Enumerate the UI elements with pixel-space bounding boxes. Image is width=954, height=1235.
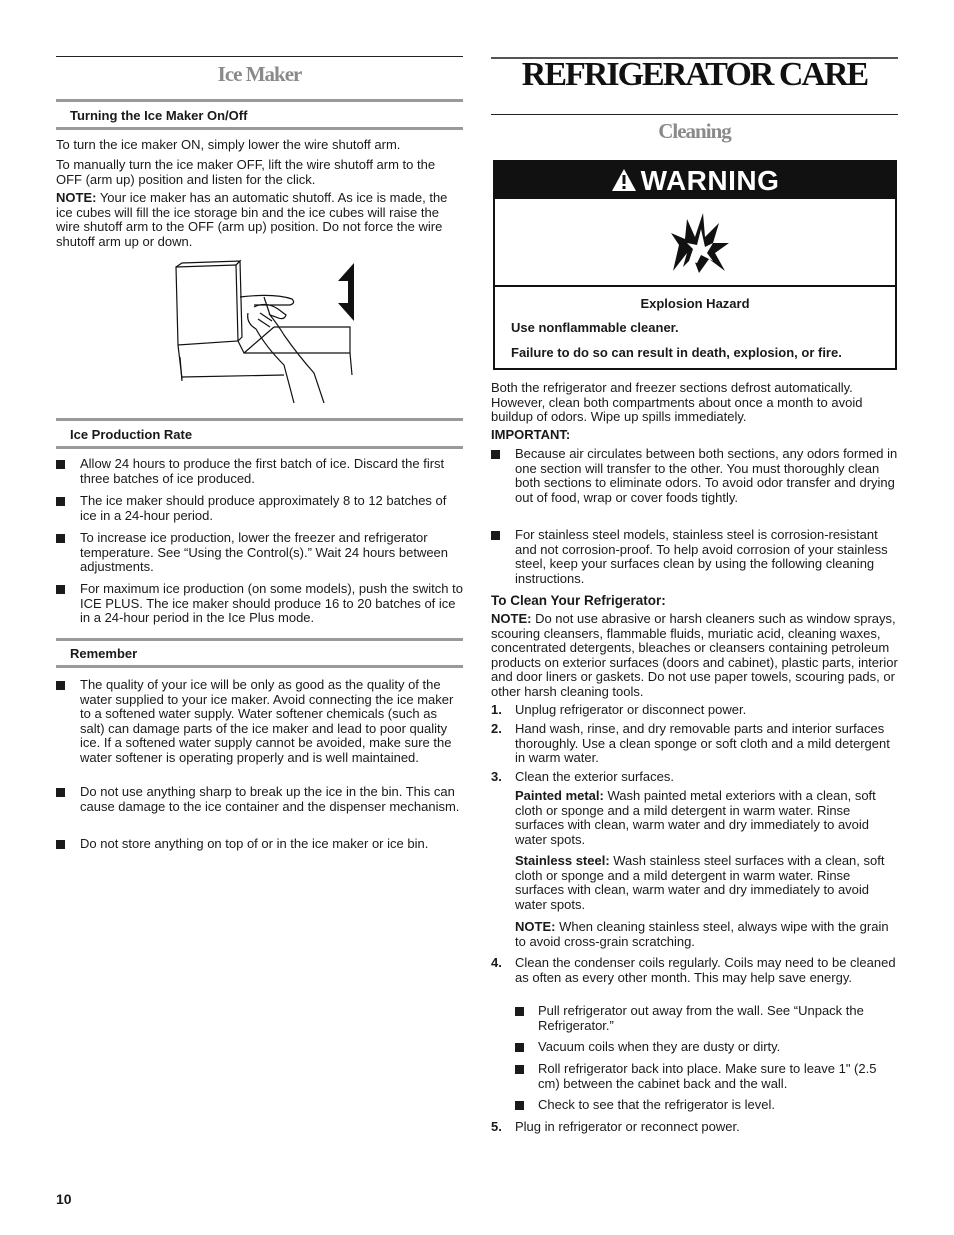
step-item: 1. Unplug refrigerator or disconnect power. xyxy=(491,702,747,717)
note-paragraph xyxy=(56,191,463,249)
painted-metal-paragraph: Painted metal: Wash painted metal exteriors with a clean, soft cloth or sponge and a mild detergent in warm water. Rinse surfaces with clean, warm water and dry immediately to avoid water spots. xyxy=(515,788,876,847)
note-label: NOTE: xyxy=(491,611,532,626)
stainless-steel-paragraph: Stainless steel: Wash stainless steel surfaces with a clean, soft cloth or sponge and a mild detergent in warm water. Rinse surfaces with clean, warm water and dry immediately to avoid water spots. xyxy=(515,853,885,912)
clean-heading: To Clean Your Refrigerator: xyxy=(491,593,666,608)
bullet-square-icon xyxy=(56,788,65,797)
ice-maker-illustration xyxy=(174,257,354,405)
list-item: Do not store anything on top of or in the ice maker or ice bin. xyxy=(56,837,463,852)
paragraph: To turn the ice maker ON, simply lower the wire shutoff arm. xyxy=(56,137,401,152)
warning-line: Use nonflammable cleaner. xyxy=(511,320,679,335)
section-divider xyxy=(56,638,463,641)
list-item: The ice maker should produce approximately 8 to 12 batches of ice in a 24-hour period. xyxy=(56,494,463,523)
sub-list-item: Pull refrigerator out away from the wall. See “Unpack the Refrigerator.” xyxy=(515,1004,898,1033)
hazard-title: Explosion Hazard xyxy=(640,296,750,311)
warning-header xyxy=(495,162,895,199)
note-text: Your ice maker has an automatic shutoff. As ice is made, the ice cubes will fill the ice storage bin and the ice cubes will raise the wire shutoff arm to the OFF (arm up) position. Do not force the wire shutoff arm up or down. xyxy=(56,190,448,249)
bullet-square-icon xyxy=(56,681,65,690)
sub-list-item: Vacuum coils when they are dusty or dirty. xyxy=(515,1040,898,1055)
explosion-icon xyxy=(669,209,731,275)
note-paragraph xyxy=(491,612,898,699)
step-item: 5. Plug in refrigerator or reconnect power. xyxy=(491,1119,740,1134)
list-item: Do not use anything sharp to break up the ice in the bin. This can cause damage to the ice container and the dispenser mechanism. xyxy=(56,785,463,814)
list-item: The quality of your ice will be only as good as the quality of the water supplied to your ice maker. Avoid connecting the ice maker to a softened water supply. Water softener chemicals (such as salt) can damage parts of the ice maker and lead to poor quality ice. If a softened water supply cannot be avoided, make sure the water softener is operating properly and is well maintained. xyxy=(56,678,463,765)
sub-list-item: Roll refrigerator back into place. Make sure to leave 1" (2.5 cm) between the cabinet back and the wall. xyxy=(515,1062,898,1091)
heading-remember: Remember xyxy=(70,646,138,661)
page-title: REFRIGERATOR CARE xyxy=(521,56,868,93)
sub-list-item: Check to see that the refrigerator is level. xyxy=(515,1098,898,1113)
bullet-square-icon xyxy=(515,1043,524,1052)
step-item: 4. Clean the condenser coils regularly. Coils may need to be cleaned as often as every other month. This may help save energy. xyxy=(491,955,896,985)
section-divider xyxy=(56,418,463,421)
heading-ice-production-rate: Ice Production Rate xyxy=(70,427,193,442)
list-item: Because air circulates between both sections, any odors formed in one section will transfer to the other. You must thoroughly clean both sections to eliminate odors. To avoid odor transfer and drying out of food, wrap or cover foods tightly. xyxy=(491,447,898,505)
list-item: For maximum ice production (on some models), push the switch to ICE PLUS. The ice maker should produce 16 to 20 batches of ice in a 24-hour period in the Ice Plus mode. xyxy=(56,582,463,626)
stainless-note-paragraph: NOTE: When cleaning stainless steel, always wipe with the grain to avoid cross-grain scratching. xyxy=(515,919,889,949)
page-number: 10 xyxy=(56,1191,72,1207)
note-label: NOTE: xyxy=(56,190,97,205)
title-rule xyxy=(491,114,898,115)
important-label: IMPORTANT: xyxy=(491,427,571,442)
warning-triangle-icon xyxy=(611,168,637,192)
step-item: 2. Hand wash, rinse, and dry removable parts and interior surfaces thoroughly. Use a clean sponge or soft cloth and a mild detergent in warm water. xyxy=(491,721,890,765)
top-rule xyxy=(56,56,463,57)
list-item: Allow 24 hours to produce the first batch of ice. Discard the first three batches of ice produced. xyxy=(56,457,463,486)
list-item: For stainless steel models, stainless steel is corrosion-resistant and not corrosion-proof. To help avoid corrosion of your stainless steel, keep your surfaces clean by using the following cleaning instructions. xyxy=(491,528,898,586)
heading-divider xyxy=(56,446,463,449)
bullet-square-icon xyxy=(515,1065,524,1074)
bullet-square-icon xyxy=(491,531,500,540)
warning-label: WARNING xyxy=(640,165,780,196)
list-item: To increase ice production, lower the freezer and refrigerator temperature. See “Using the Control(s).” Wait 24 hours between adjustments. xyxy=(56,531,463,575)
section-divider xyxy=(56,99,463,102)
warning-line: Failure to do so can result in death, explosion, or fire. xyxy=(511,345,842,360)
bullet-square-icon xyxy=(56,534,65,543)
bullet-square-icon xyxy=(515,1101,524,1110)
heading-divider xyxy=(56,665,463,668)
heading-divider xyxy=(56,127,463,130)
bullet-square-icon xyxy=(515,1007,524,1016)
paragraph: To manually turn the ice maker OFF, lift the wire shutoff arm to the OFF (arm up) position and listen for the click. xyxy=(56,157,436,187)
warning-icon-area xyxy=(495,199,895,287)
bullet-square-icon xyxy=(56,460,65,469)
bullet-square-icon xyxy=(56,497,65,506)
note-text: Do not use abrasive or harsh cleaners such as window sprays, scouring cleansers, flammable fluids, muriatic acid, cleaning waxes, concentrated detergents, bleaches or cleansers containing petroleum products on exterior surfaces (doors and cabinet), plastic parts, interior and door liners or gaskets. Do not use paper towels, scouring pads, or other harsh cleaning tools. xyxy=(491,611,898,699)
section-title-cleaning: Cleaning xyxy=(658,119,731,143)
step-item: 3. Clean the exterior surfaces. xyxy=(491,769,674,784)
warning-box xyxy=(493,160,897,370)
intro-paragraph: Both the refrigerator and freezer sections defrost automatically. However, clean both compartments about once a month to avoid buildup of odors. Wipe up spills immediately. xyxy=(491,380,863,424)
heading-turning-on-off: Turning the Ice Maker On/Off xyxy=(70,108,248,123)
bullet-square-icon xyxy=(56,840,65,849)
bullet-square-icon xyxy=(56,585,65,594)
section-title-ice-maker: Ice Maker xyxy=(217,62,302,86)
bullet-square-icon xyxy=(491,450,500,459)
